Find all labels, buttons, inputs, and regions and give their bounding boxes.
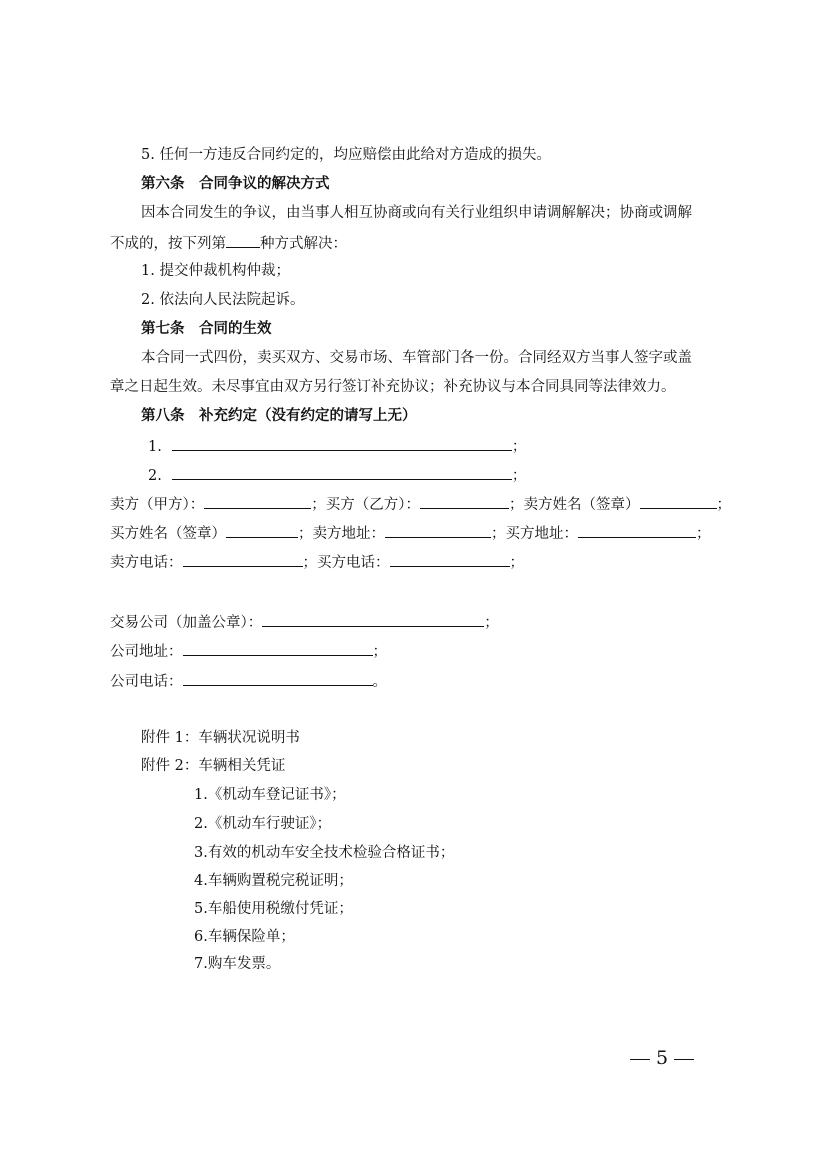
page-footer xyxy=(624,1046,700,1070)
attachment-item: 7.购车发票。 xyxy=(194,956,281,972)
supplement-item-1-blank[interactable] xyxy=(172,435,512,451)
supplement-item-2-blank[interactable] xyxy=(172,464,512,480)
attachment-2: 附件 2：车辆相关凭证 xyxy=(141,758,286,774)
seller-name-blank[interactable] xyxy=(640,493,717,509)
seller-blank[interactable] xyxy=(204,493,311,509)
buyer-phone-label: ；买方电话： xyxy=(302,555,390,571)
signature-line-3-end: ； xyxy=(509,555,524,571)
company-phone-blank[interactable] xyxy=(183,670,373,686)
dispute-option-1: 1. 提交仲裁机构仲裁； xyxy=(141,263,290,279)
company-phone-label: 公司电话： xyxy=(110,674,183,690)
article6-para-line2 xyxy=(110,232,730,254)
attachment-item: 1.《机动车登记证书》； xyxy=(194,787,346,803)
signature-line-3 xyxy=(110,551,730,573)
company-seal-end: ； xyxy=(484,615,499,631)
company-address-blank[interactable] xyxy=(183,640,373,656)
attachment-item: 3.有效的机动车安全技术检验合格证书； xyxy=(194,845,455,861)
article6-para-line2-b: 种方式解决： xyxy=(260,236,347,252)
company-seal-label: 交易公司（加盖公章）： xyxy=(110,615,263,631)
footer-dash-right xyxy=(674,1059,694,1060)
attachment-item: 5.车船使用税缴付凭证； xyxy=(194,901,353,917)
company-address-end: ； xyxy=(372,644,387,660)
supplement-item-2-semicolon: ； xyxy=(511,468,527,484)
dispute-option-2: 2. 依法向人民法院起诉。 xyxy=(141,292,305,308)
signature-line-2-end: ； xyxy=(696,526,711,542)
buyer-name-blank[interactable] xyxy=(226,522,298,538)
supplement-item-2 xyxy=(148,464,768,486)
attachment-item: 2.《机动车行驶证》； xyxy=(194,816,332,832)
supplement-item-2-number: 2. xyxy=(148,468,162,484)
company-seal-blank[interactable] xyxy=(262,611,484,627)
signature-line-2 xyxy=(110,522,730,544)
seller-address-blank[interactable] xyxy=(385,522,491,538)
seller-address-label: ；卖方地址： xyxy=(298,526,385,542)
buyer-phone-blank[interactable] xyxy=(390,551,510,567)
supplement-item-1-number: 1. xyxy=(148,439,162,455)
method-number-blank[interactable] xyxy=(226,232,260,248)
company-address-line xyxy=(110,640,730,662)
article6-heading: 第六条 合同争议的解决方式 xyxy=(141,175,330,192)
company-address-label: 公司地址： xyxy=(110,644,183,660)
company-phone-end: 。 xyxy=(372,674,387,690)
supplement-item-1 xyxy=(148,435,768,457)
buyer-label: ；买方（乙方）： xyxy=(311,497,420,513)
article7-heading: 第七条 合同的生效 xyxy=(141,320,272,337)
signature-line-1 xyxy=(110,493,730,515)
article8-heading: 第八条 补充约定（没有约定的请写上无） xyxy=(141,407,417,424)
seller-phone-blank[interactable] xyxy=(183,551,303,567)
signature-line-1-end: ； xyxy=(716,497,731,513)
article6-para-line1: 因本合同发生的争议，由当事人相互协商或向有关行业组织申请调解解决；协商或调解 xyxy=(141,205,692,221)
seller-label: 卖方（甲方）： xyxy=(110,497,205,513)
buyer-address-label: ；买方地址： xyxy=(491,526,578,542)
page-number: 5 xyxy=(656,1047,669,1069)
seller-name-label: ；卖方姓名（签章） xyxy=(509,497,640,513)
seller-phone-label: 卖方电话： xyxy=(110,555,183,571)
article6-para-line2-a: 不成的，按下列第 xyxy=(110,236,226,252)
article7-para-line2: 章之日起生效。未尽事宜由双方另行签订补充协议；补充协议与本合同具同等法律效力。 xyxy=(110,379,676,395)
attachment-item: 6.车辆保险单； xyxy=(194,929,295,945)
article5-item5: 5. 任何一方违反合同约定的，均应赔偿由此给对方造成的损失。 xyxy=(141,147,551,163)
article7-para-line1: 本合同一式四份，卖买双方、交易市场、车管部门各一份。合同经双方当事人签字或盖 xyxy=(141,350,692,366)
company-phone-line xyxy=(110,670,730,692)
attachment-item: 4.车辆购置税完税证明； xyxy=(194,873,353,889)
buyer-name-label: 买方姓名（签章） xyxy=(110,526,226,542)
company-seal-line xyxy=(110,611,730,633)
footer-dash-left xyxy=(630,1059,650,1060)
buyer-blank[interactable] xyxy=(420,493,509,509)
supplement-item-1-semicolon: ； xyxy=(511,439,527,455)
buyer-address-blank[interactable] xyxy=(578,522,696,538)
attachment-1: 附件 1：车辆状况说明书 xyxy=(141,730,300,746)
